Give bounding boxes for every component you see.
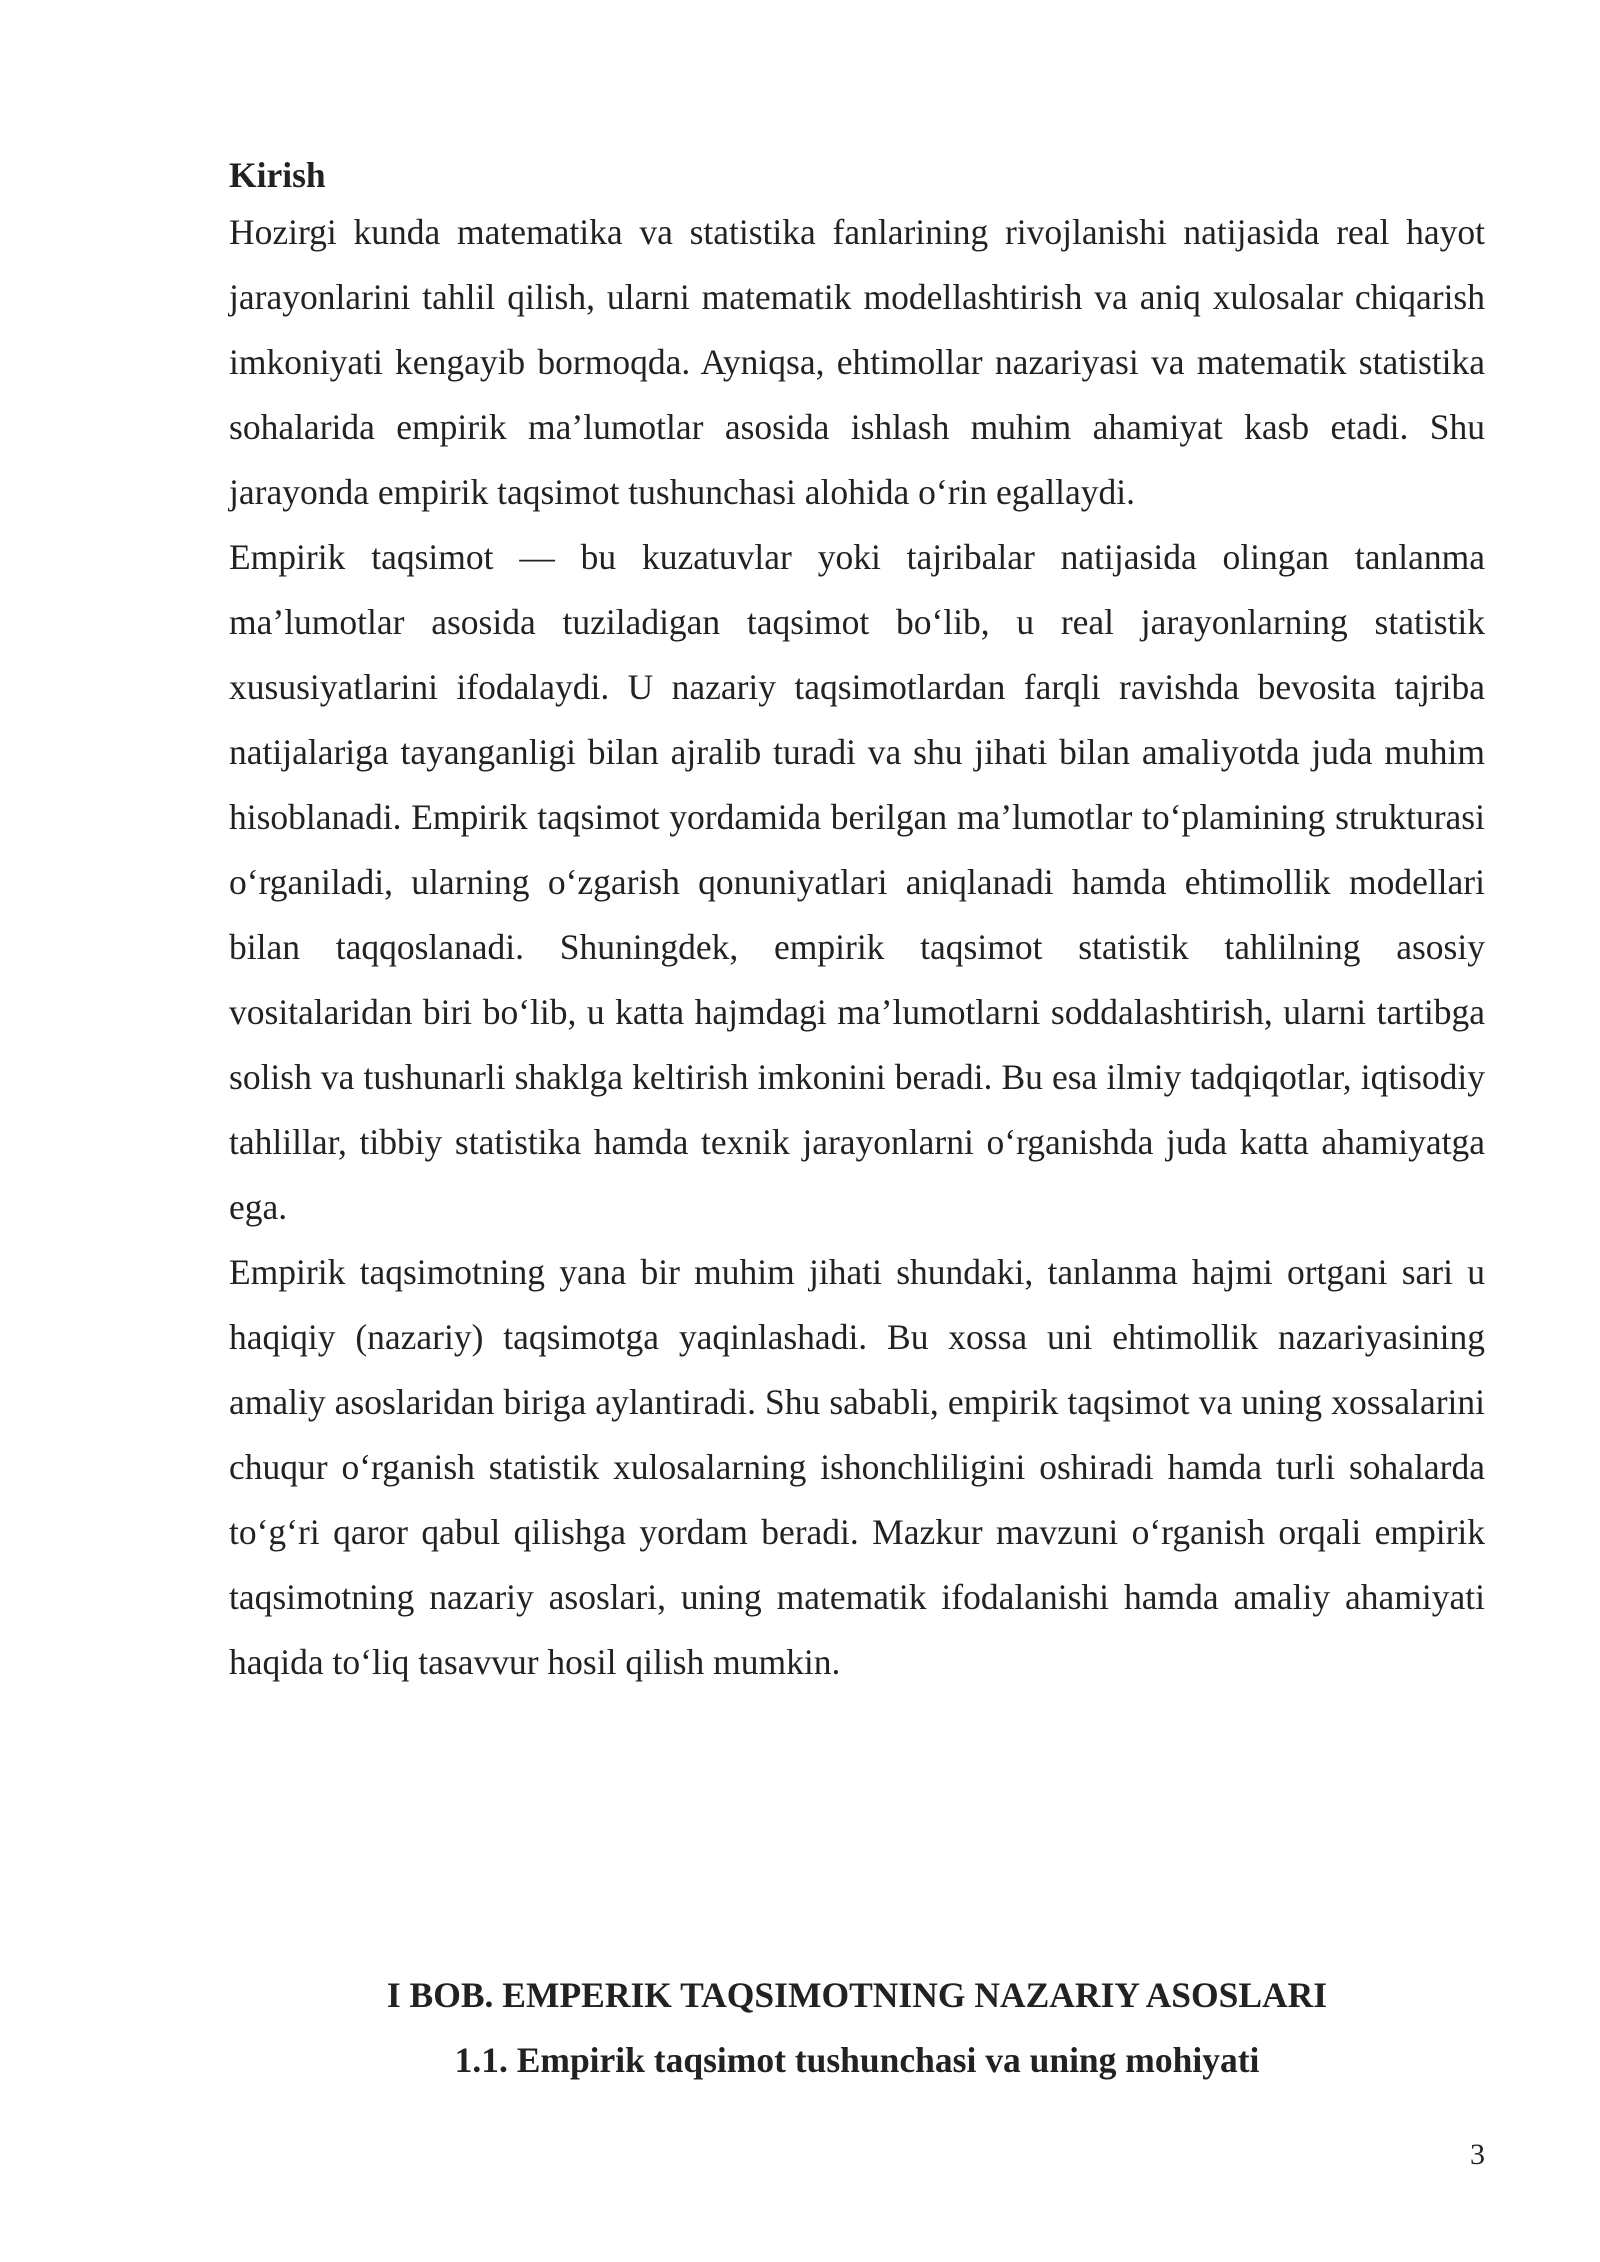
paragraph-1: Hozirgi kunda matematika va statistika fanlarining rivojlanishi natijasida real hayot jarayonlarini tahlil qilish, ularni matematik modellashtirish va aniq xulosalar chiqarish imkoniyati kengayib bormoqda. Ayniqsa, ehtimollar nazariyasi va matematik statistika sohalarida empirik ma’lumotlar asosida ishlash muhim ahamiyat kasb etadi. Shu jarayonda empirik taqsimot tushunchasi alohida o‘rin egallaydi. [229,212,1485,512]
paragraph-2: Empirik taqsimot — bu kuzatuvlar yoki tajribalar natijasida olingan tanlanma ma’lumotlar asosida tuziladigan taqsimot bo‘lib, u real jarayonlarning statistik xususiyatlarini ifodalaydi. U nazariy taqsimotlardan farqli ravishda bevosita tajriba natijalariga tayanganligi bilan ajralib turadi va shu jihati bilan amaliyotda juda muhim hisoblanadi. Empirik taqsimot yordamida berilgan ma’lumotlar to‘plamining strukturasi o‘rganiladi, ularning o‘zgarish qonuniyatlari aniqlanadi hamda ehtimollik modellari bilan taqqoslanadi. Shuningdek, empirik taqsimot statistik tahlilning asosiy vositalaridan biri bo‘lib, u katta hajmdagi ma’lumotlarni soddalashtirish, ularni tartibga solish va tushunarli shaklga keltirish imkonini beradi. Bu esa ilmiy tadqiqotlar, iqtisodiy tahlillar, tibbiy statistika hamda texnik jarayonlarni o‘rganishda juda katta ahamiyatga ega. [229,537,1485,1227]
paragraph-3: Empirik taqsimotning yana bir muhim jihati shundaki, tanlanma hajmi ortgani sari u haqiqiy (nazariy) taqsimotga yaqinlashadi. Bu xossa uni ehtimollik nazariyasining amaliy asoslaridan biriga aylantiradi. Shu sababli, empirik taqsimot va uning xossalarini chuqur o‘rganish statistik xulosalarning ishonchliligini oshiradi hamda turli sohalarda to‘g‘ri qaror qabul qilishga yordam beradi. Mazkur mavzuni o‘rganish orqali empirik taqsimotning nazariy asoslari, uning matematik ifodalanishi hamda amaliy ahamiyati haqida to‘liq tasavvur hosil qilish mumkin. [229,1252,1485,1682]
section-title: 1.1. Empirik taqsimot tushunchasi va uning mohiyati [454,2040,1260,2080]
chapter-title: I BOB. EMPERIK TAQSIMOTNING NAZARIY ASOSLARI [386,1975,1328,2015]
intro-heading: Kirish [229,155,326,195]
page-number: 3 [1470,2138,1485,2171]
document-body [229,150,1485,1695]
